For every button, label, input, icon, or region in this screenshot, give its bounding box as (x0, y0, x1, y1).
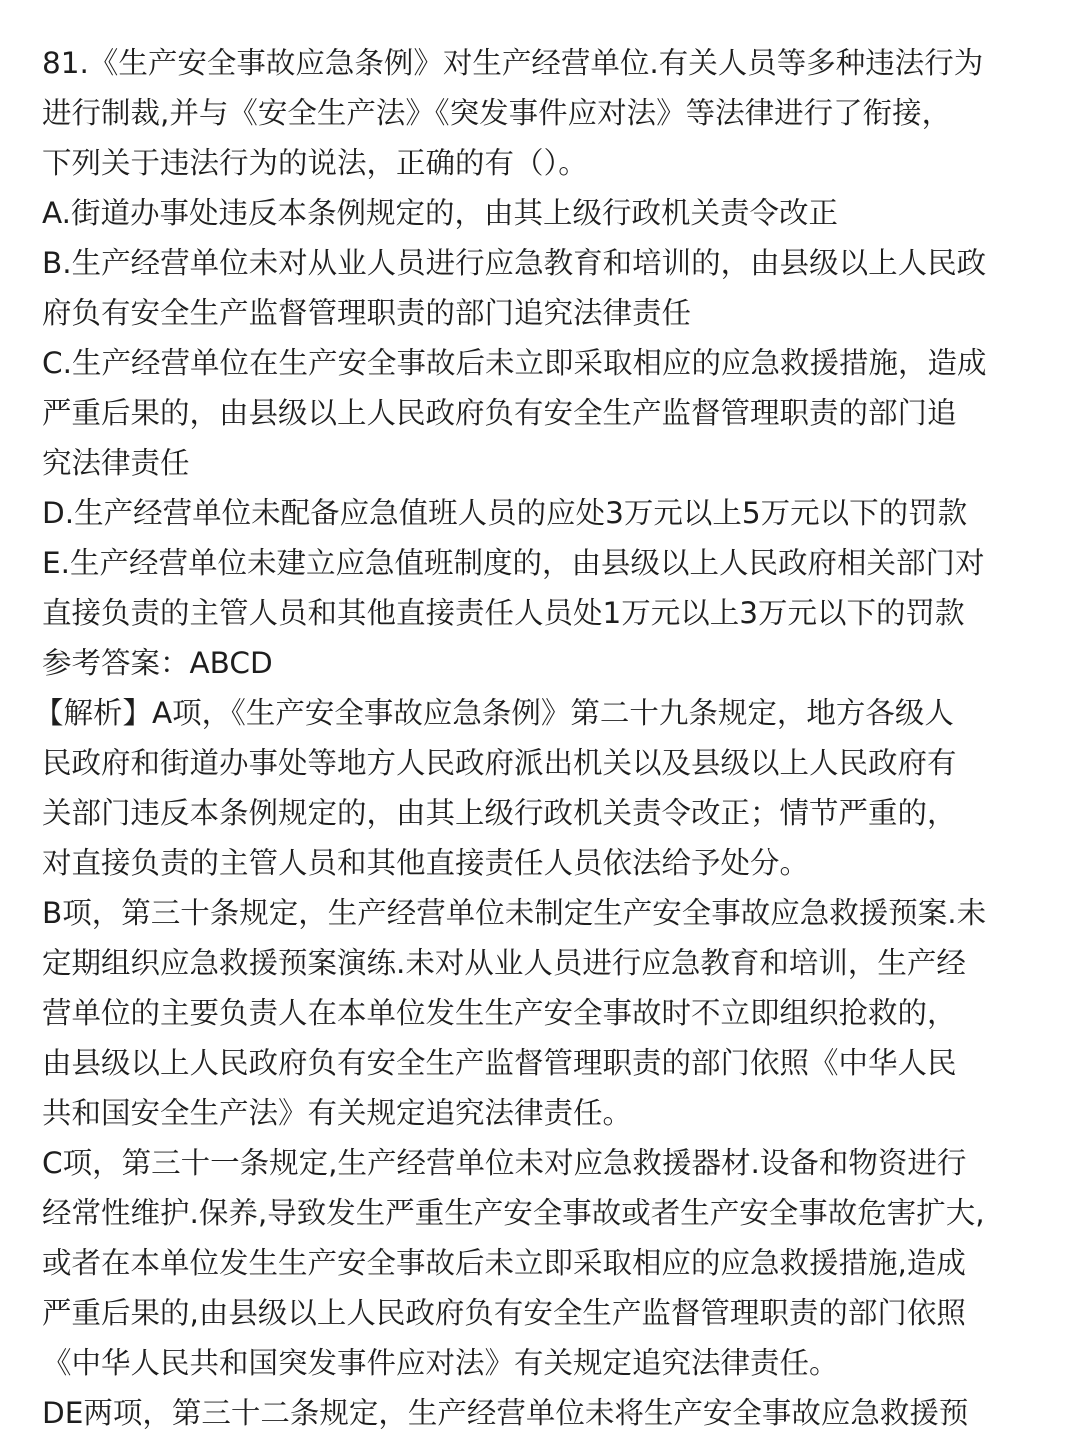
analysis-line: 或者在本单位发生生产安全事故后未立即采取相应的应急救援措施,造成 (42, 1246, 966, 1280)
question-line: 进行制裁,并与《安全生产法》《突发事件应对法》等法律进行了衔接， (42, 96, 952, 130)
analysis-line: 营单位的主要负责人在本单位发生生产安全事故时不立即组织抢救的， (42, 996, 957, 1030)
analysis-line: B项，第三十条规定，生产经营单位未制定生产安全事故应急救援预案.未 (42, 896, 987, 930)
analysis-line: 《中华人民共和国突发事件应对法》有关规定追究法律责任。 (42, 1346, 839, 1380)
option-line: E.生产经营单位未建立应急值班制度的，由县级以上人民政府相关部门对 (42, 546, 985, 580)
analysis-line: 严重后果的,由县级以上人民政府负有安全生产监督管理职责的部门依照 (42, 1296, 966, 1330)
analysis-b (42, 888, 1042, 1138)
option-c (42, 338, 1042, 488)
reference-answer (42, 638, 1042, 688)
analysis-line: 【解析】A项，《生产安全事故应急条例》第二十九条规定，地方各级人 (34, 696, 954, 730)
option-line: 府负有安全生产监督管理职责的部门追究法律责任 (42, 296, 692, 330)
option-b (42, 238, 1042, 338)
question-line: 81.《生产安全事故应急条例》对生产经营单位.有关人员等多种违法行为 (42, 46, 984, 80)
analysis-intro (34, 688, 1042, 888)
option-line: 究法律责任 (42, 446, 190, 480)
option-line: 直接负责的主管人员和其他直接责任人员处1万元以上3万元以下的罚款 (42, 596, 965, 630)
analysis-line: 经常性维护.保养,导致发生严重生产安全事故或者生产安全事故危害扩大, (42, 1196, 985, 1230)
analysis-line: 共和国安全生产法》有关规定追究法律责任。 (42, 1096, 633, 1130)
option-d (42, 488, 1042, 538)
option-line: 严重后果的，由县级以上人民政府负有安全生产监督管理职责的部门追 (42, 396, 957, 430)
option-line: C.生产经营单位在生产安全事故后未立即采取相应的应急救援措施，造成 (42, 346, 987, 380)
option-line: B.生产经营单位未对从业人员进行应急教育和培训的，由县级以上人民政 (42, 246, 987, 280)
question-stem (42, 38, 1042, 188)
analysis-line: 定期组织应急救援预案演练.未对从业人员进行应急教育和培训，生产经 (42, 946, 966, 980)
analysis-line: 对直接负责的主管人员和其他直接责任人员依法给予处分。 (42, 846, 810, 880)
analysis-line: DE两项，第三十二条规定，生产经营单位未将生产安全事故应急救援预 (42, 1396, 969, 1430)
option-a (42, 188, 1042, 238)
analysis-de (42, 1388, 1042, 1438)
analysis-line: C项，第三十一条规定,生产经营单位未对应急救援器材.设备和物资进行 (42, 1146, 967, 1180)
option-e (42, 538, 1042, 638)
option-line: D.生产经营单位未配备应急值班人员的应处3万元以上5万元以下的罚款 (42, 496, 968, 530)
analysis-line: 由县级以上人民政府负有安全生产监督管理职责的部门依照《中华人民 (42, 1046, 957, 1080)
question-line: 下列关于违法行为的说法，正确的有（）。 (42, 146, 588, 180)
option-line: A.街道办事处违反本条例规定的，由其上级行政机关责令改正 (42, 196, 839, 230)
analysis-c (42, 1138, 1042, 1388)
analysis-line: 关部门违反本条例规定的，由其上级行政机关责令改正；情节严重的， (42, 796, 957, 830)
analysis-line: 民政府和街道办事处等地方人民政府派出机关以及县级以上人民政府有 (42, 746, 957, 780)
answer-line: 参考答案：ABCD (42, 646, 273, 680)
document-page (34, 38, 1042, 1438)
